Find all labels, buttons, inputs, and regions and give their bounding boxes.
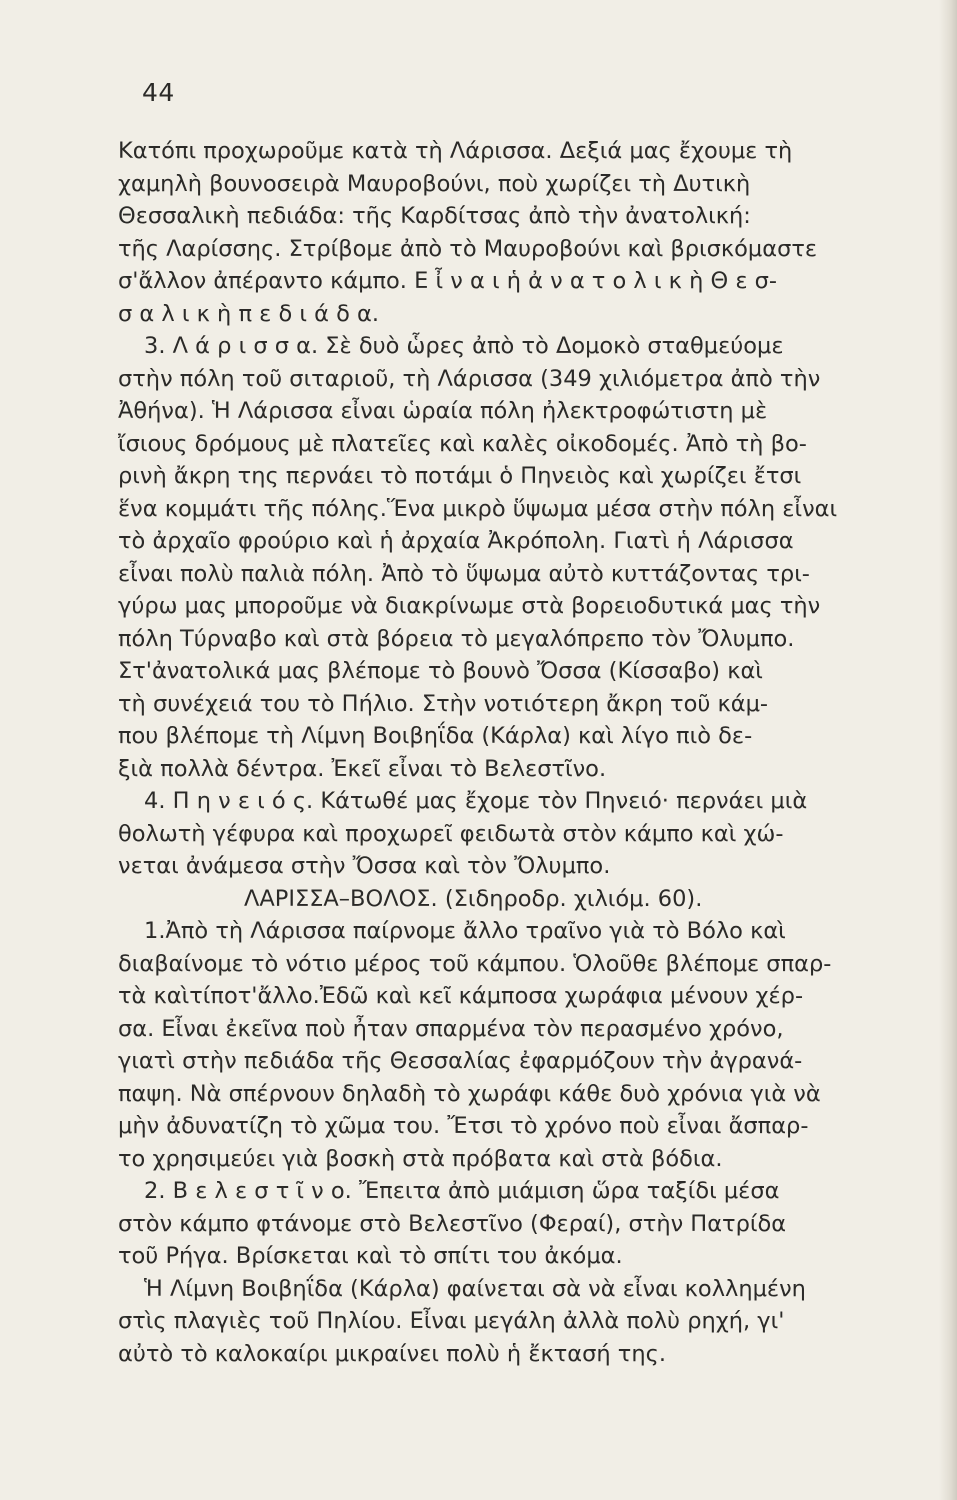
text-line: τὸ ἀρχαῖο φρούριο καὶ ἡ ἀρχαία Ἀκρόπολη. Γιατὶ ἡ Λάρισσα [118,528,794,554]
body-text [118,135,930,1370]
page-number: 44 [142,78,175,107]
text-line: ΛΑΡΙΣΣΑ–ΒΟΛΟΣ. (Σιδηροδρ. χιλιόμ. 60). [244,885,703,912]
text-line: αὐτὸ τὸ καλοκαίρι μικραίνει πολὺ ἡ ἔκτασή της. [118,1340,666,1367]
text-line: 3. Λ ά ρ ι σ σ α. Σὲ δυὸ ὧρες ἀπὸ τὸ Δομοκὸ σταθμεύομε [144,333,784,359]
text-line: θολωτὴ γέφυρα καὶ προχωρεῖ φειδωτὰ στὸν κάμπο καὶ χώ- [118,820,784,847]
text-line: μὴν ἀδυνατίζη τὸ χῶμα του. Ἔτσι τὸ χρόνο ποὺ εἶναι ἄσπαρ- [118,1113,809,1139]
text-line: ρινὴ ἄκρη της περνάει τὸ ποτάμι ὁ Πηνειὸς καὶ χωρίζει ἔτσι [118,463,802,489]
text-line: τὴ συνέχειά του τὸ Πήλιο. Στὴν νοτιότερη ἄκρη τοῦ κάμ- [118,690,769,717]
text-line: τοῦ Ρήγα. Βρίσκεται καὶ τὸ σπίτι του ἀκόμα. [118,1243,623,1269]
text-line: ἴσιους δρόμους μὲ πλατεῖες καὶ καλὲς οἰκοδομές. Ἀπὸ τὴ βο- [118,430,807,457]
text-line: Ἀθήνα). Ἡ Λάρισσα εἶναι ὡραία πόλη ἠλεκτροφώτιστη μὲ [118,398,768,424]
text-line: Στ'ἀνατολικά μας βλέπομε τὸ βουνὸ Ὄσσα (Κίσσαβο) καὶ [118,658,763,684]
text-line: Θεσσαλικὴ πεδιάδα: τῆς Καρδίτσας ἀπὸ τὴν ἀνατολική: [118,203,751,229]
text-line: γιατὶ στὴν πεδιάδα τῆς Θεσσαλίας ἐφαρμόζουν τὴν ἀγρανά- [118,1048,803,1074]
text-line: ἕνα κομμάτι τῆς πόλης.Ἕνα μικρὸ ὕψωμα μέσα στὴν πόλη εἶναι [118,495,838,522]
text-line: Κατόπι προχωροῦμε κατὰ τὴ Λάρισσα. Δεξιά μας ἔχουμε τὴ [118,138,793,164]
text-line: παψη. Νὰ σπέρνουν δηλαδὴ τὸ χωράφι κάθε δυὸ χρόνια γιὰ νὰ [118,1080,821,1107]
text-line: Ἡ Λίμνη Βοιβηΐδα (Κάρλα) φαίνεται σὰ νὰ εἶναι κολλημένη [144,1275,806,1302]
text-line: γύρω μας μποροῦμε νὰ διακρίνωμε στὰ βορειοδυτικά μας τὴν [118,593,821,619]
text-line: 2. Β ε λ ε σ τ ῖ ν ο. Ἔπειτα ἀπὸ μιάμιση ὥρα ταξίδι μέσα [144,1178,780,1204]
text-line: ξιὰ πολλὰ δέντρα. Ἐκεῖ εἶναι τὸ Βελεστῖνο. [118,755,607,782]
page-edge-shadow [939,0,957,1500]
text-line: σ α λ ι κ ὴ π ε δ ι ά δ α. [118,300,380,327]
text-line: στὶς πλαγιὲς τοῦ Πηλίου. Εἶναι μεγάλη ἀλλὰ πολὺ ρηχή, γι' [118,1308,785,1334]
text-line: σ'ἄλλον ἀπέραντο κάμπο. Ε ἶ ν α ι ἡ ἀ ν α τ ο λ ι κ ὴ Θ ε σ- [118,268,778,294]
text-line: χαμηλὴ βουνοσειρὰ Μαυροβούνι, ποὺ χωρίζει τὴ Δυτικὴ [118,170,751,197]
text-line: 4. Π η ν ε ι ό ς. Κάτωθέ μας ἔχομε τὸν Πηνειό· περνάει μιὰ [144,788,808,814]
text-line: εἶναι πολὺ παλιὰ πόλη. Ἀπὸ τὸ ὕψωμα αὐτὸ κυττάζοντας τρι- [118,560,810,587]
text-line: τὰ καὶτίποτ'ἄλλο.Ἐδῶ καὶ κεῖ κάμποσα χωράφια μένουν χέρ- [118,983,804,1009]
text-line: στὴν πόλη τοῦ σιταριοῦ, τὴ Λάρισσα (349 χιλιόμετρα ἀπὸ τὴν [118,365,821,392]
text-line: που βλέπομε τὴ Λίμνη Βοιβηΐδα (Κάρλα) καὶ λίγο πιὸ δε- [118,723,753,749]
text-line: διαβαίνομε τὸ νότιο μέρος τοῦ κάμπου. Ὁλοῦθε βλέπομε σπαρ- [118,950,832,977]
text-line: τῆς Λαρίσσης. Στρίβομε ἀπὸ τὸ Μαυροβούνι καὶ βρισκόμαστε [118,235,818,262]
text-line: 1.Ἀπὸ τὴ Λάρισσα παίρνομε ἄλλο τραῖνο γιὰ τὸ Βόλο καὶ [144,918,786,944]
text-line: σα. Εἶναι ἐκεῖνα ποὺ ἦταν σπαρμένα τὸν περασμένο χρόνο, [118,1015,784,1042]
text-line: νεται ἀνάμεσα στὴν Ὄσσα καὶ τὸν Ὄλυμπο. [118,853,611,879]
text-line: το χρησιμεύει γιὰ βοσκὴ στὰ πρόβατα καὶ στὰ βόδια. [118,1145,723,1172]
text-line: στὸν κάμπο φτάνομε στὸ Βελεστῖνο (Φεραί), στὴν Πατρίδα [118,1210,787,1237]
text-line: πόλη Τύρναβο καὶ στὰ βόρεια τὸ μεγαλόπρεπο τὸν Ὄλυμπο. [118,625,795,652]
